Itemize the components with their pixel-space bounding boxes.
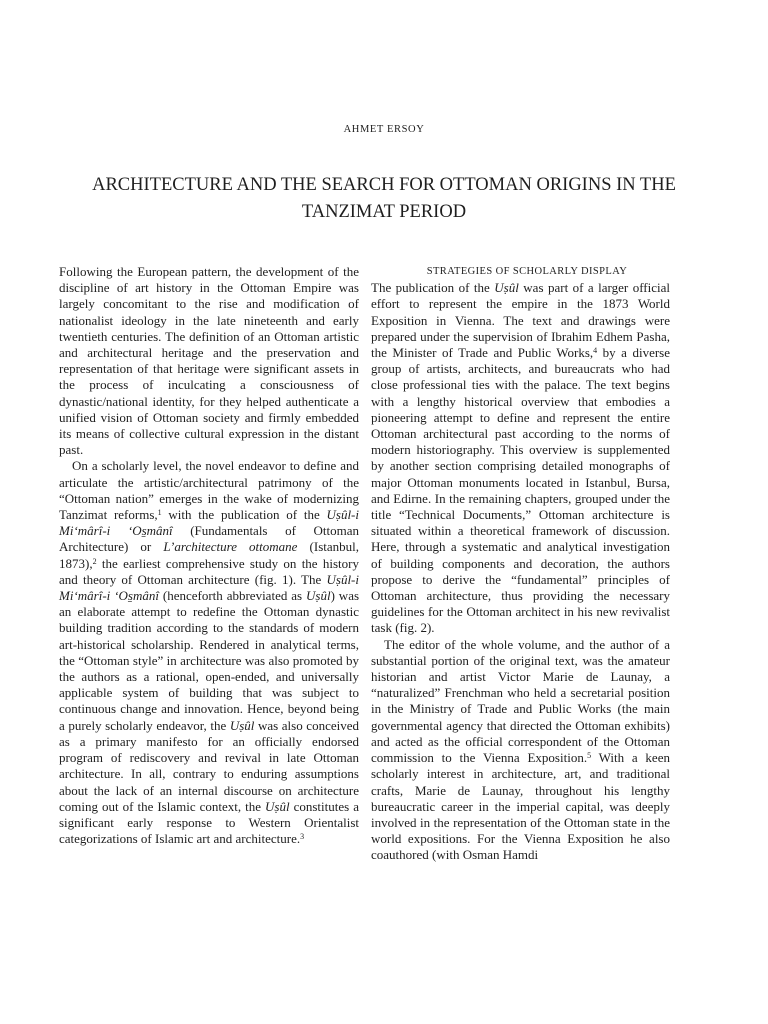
text-run: was also conceived as a primary manifesto for an officially endorsed program of rediscovery and revival in late Ottoman architecture. In all, contrary to enduring assumptions about the lack of an internal discourse on architecture coming out of the Islamic context, the	[59, 717, 359, 814]
text-run: With a keen scholarly interest in architecture, art, and traditional crafts, Marie de Launay, throughout his lengthy bureaucratic career in the imperial capital, was deeply involved in the representation of the Ottoman state in the world expositions. For the Vienna Exposition he also coauthored (with Osman Hamdi	[371, 750, 670, 863]
book-title-short: Uṣûl	[306, 588, 331, 604]
left-column	[59, 264, 359, 847]
book-title-translit: Uṣûl-i Mi‘mârî-i ‘Os̱mânî	[59, 571, 359, 604]
text-run: was part of a larger official effort to represent the empire in the 1873 World Exposition in Vienna. The text and drawings were prepared under the supervision of Ibrahim Edhem Pasha, the Minister of Trade and Public Works,	[371, 280, 670, 361]
section-heading: STRATEGIES OF SCHOLARLY DISPLAY	[426, 266, 628, 277]
paragraph	[59, 458, 359, 847]
text-run: (henceforth abbreviated as	[158, 588, 306, 604]
text-run: (Fundamentals of Ottoman Architecture) or	[59, 523, 359, 555]
footnote-ref: 5	[587, 751, 592, 761]
article-title: ARCHITECTURE AND THE SEARCH FOR OTTOMAN ORIGINS IN THE TANZIMAT PERIOD	[92, 175, 676, 222]
footnote-ref: 2	[92, 556, 97, 566]
footnote-ref: 3	[300, 832, 305, 842]
text-run: the earliest comprehensive study on the history and theory of Ottoman architecture (fig. 1). The	[59, 555, 359, 587]
paragraph: Following the European pattern, the development of the discipline of art history in the Ottoman Empire was largely concomitant to the rise and modification of nationalist ideology in the late nineteenth and early twentieth centuries. The definition of an Ottoman artistic and architectural heritage and the preservation and representation of that heritage were significant assets in the process of inculcating a consciousness of dynastic/national identity, for they helped authenticate a unified vision of Ottoman society and firmly embedded its means of collective cultural expression in the distant past.	[59, 264, 359, 458]
text-run: On a scholarly level, the novel endeavor to define and articulate the artistic/architectural patrimony of the “Ottoman nation” emerges in the wake of modernizing Tanzimat reforms,	[59, 458, 359, 523]
author-name: AHMET ERSOY	[343, 124, 425, 135]
text-run: The editor of the whole volume, and the author of a substantial portion of the original text, was the amateur historian and artist Victor Marie de Launay, a “naturalized” Frenchman who held a secretarial position in the Ministry of Trade and Public Works (the main governmental agency that directed the Ottoman exhibits) and acted as the official correspondent of the Ottoman commission to the Vienna Exposition.	[371, 636, 670, 766]
text-run: ) was an elaborate attempt to redefine the Ottoman dynastic building tradition according to the standards of modern art-historical scholarship. Rendered in analytical terms, the “Ottoman style” in architecture was also promoted by the authors as a rational, open-ended, and universally applicable system of building that was subject to continuous change and innovation. Hence, beyond being a purely scholarly endeavor, the	[59, 588, 360, 733]
book-title-short: Uṣûl	[265, 798, 290, 814]
footnote-ref: 4	[593, 346, 598, 356]
paragraph	[371, 280, 670, 636]
text-run: (Istanbul, 1873),	[59, 539, 359, 571]
book-title-french: L’architecture ottomane	[163, 539, 298, 555]
book-title-short: Uṣûl	[494, 280, 519, 296]
text-run: The publication of the	[371, 280, 495, 296]
text-run: with the publication of the	[161, 507, 327, 523]
text-run: constitutes a significant early response to Western Orientalist categorizations of Islamic art and architecture.	[59, 798, 359, 847]
right-column	[371, 264, 670, 864]
paragraph	[371, 637, 670, 864]
footnote-ref: 1	[157, 508, 162, 518]
text-run: by a diverse group of artists, architects, and bureaucrats who had close professional ties with the palace. The text begins with a lengthy historical overview that embodies a pioneering attempt to define and represent the entire Ottoman architectural past according to the norms of modern historiography. This overview is supplemented by another section comprising detailed monographs of major Ottoman monuments located in Istanbul, Bursa, and Edirne. In the remaining chapters, grouped under the title “Technical Documents,” Ottoman architecture is situated within a theoretical framework of discussion. Here, through a systematic and analytical investigation of building components and decoration, the authors propose to derive the “fundamental” principles of Ottoman architecture, thus providing the necessary guidelines for the Ottoman architect in his new revivalist task (fig. 2).	[371, 345, 670, 636]
book-title-short: Uṣûl	[229, 717, 255, 733]
book-title-translit: Uṣûl-i Mi‘mârî-i ‘Os̱mânî	[59, 507, 359, 539]
